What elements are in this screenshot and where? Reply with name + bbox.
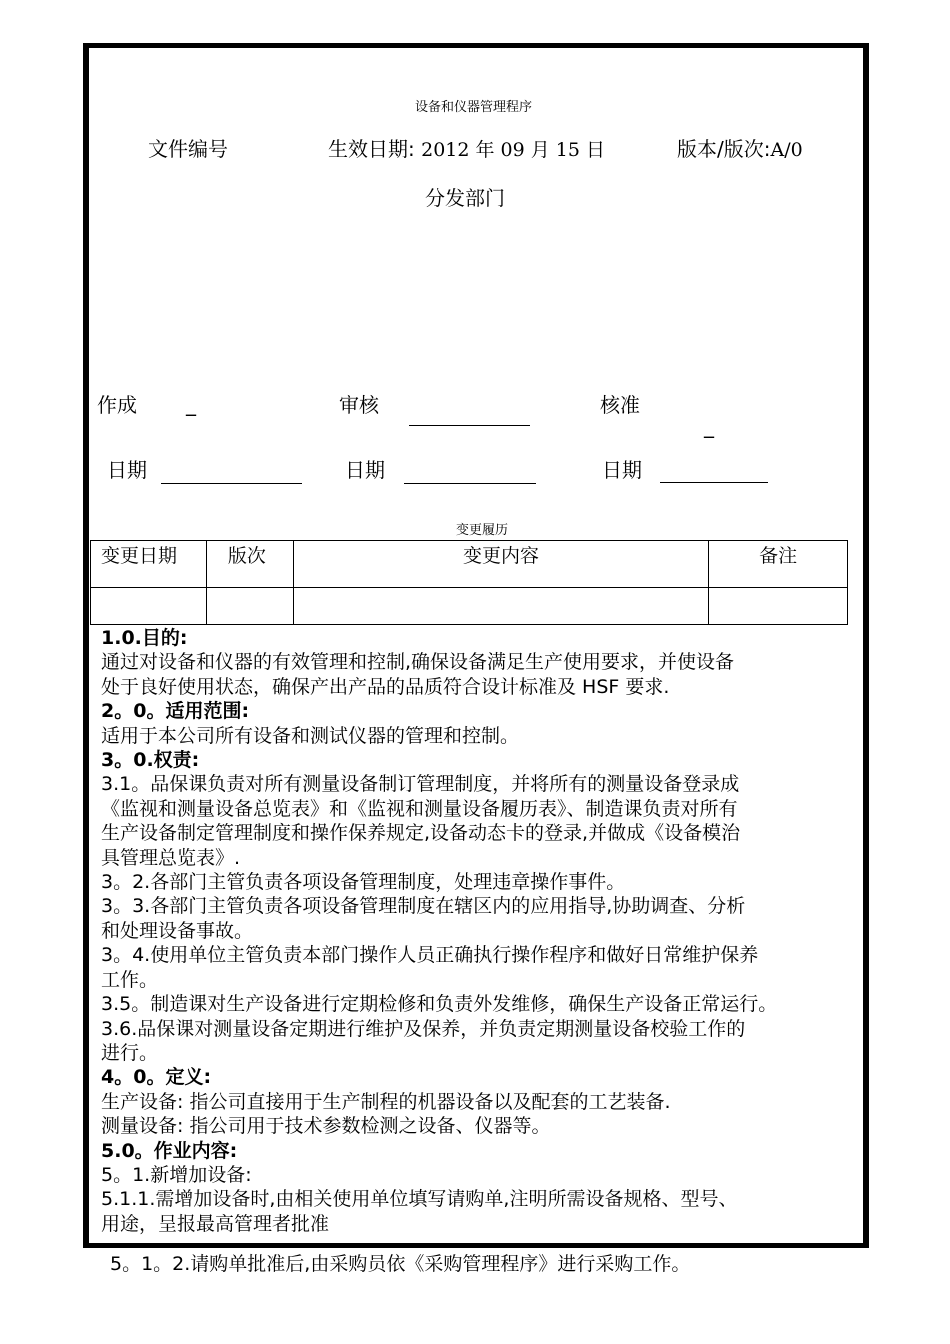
version — [677, 133, 803, 162]
body-line: 3.1。品保课负责对所有测量设备制订管理制度，并将所有的测量设备登录成 — [101, 773, 740, 796]
reviewer-date-line — [404, 483, 536, 484]
body-line: 5。1.新增加设备: — [101, 1163, 252, 1186]
body-line: 具管理总览表》. — [101, 846, 241, 869]
change-history-table — [90, 540, 848, 625]
author-dash: _ — [186, 392, 196, 416]
body-line: 测量设备: 指公司用于技术参数检测之设备、仪器等。 — [101, 1115, 551, 1138]
cell-change-content[interactable] — [293, 588, 708, 625]
change-history-header-row — [91, 541, 848, 588]
author-date-label: 日期 — [107, 458, 147, 482]
author-label: 作成 — [97, 393, 137, 417]
version-label: 版本/版次: — [677, 137, 771, 161]
cell-change-date[interactable] — [91, 588, 207, 625]
body-line: 适用于本公司所有设备和测试仪器的管理和控制。 — [101, 724, 520, 747]
body-line: 用途，呈报最高管理者批准 — [101, 1212, 330, 1235]
body-line: 生产设备制定管理制度和操作保养规定,设备动态卡的登录,并做成《设备模治 — [101, 822, 741, 845]
body-line: 3.6.品保课对测量设备定期进行维护及保养，并负责定期测量设备校验工作的 — [101, 1017, 746, 1040]
approver-label: 核准 — [600, 393, 640, 417]
effective-date-label: 生效日期: — [328, 137, 415, 161]
body-line: 和处理设备事故。 — [101, 919, 254, 942]
body-line: 处于良好使用状态，确保产出产品的品质符合设计标准及 HSF 要求. — [101, 675, 670, 698]
section-heading: 4。0。定义: — [101, 1066, 212, 1089]
approver-dash: _ — [704, 414, 714, 438]
approver-date-line — [660, 482, 768, 483]
continued-line: 5。1。2.请购单批准后,由采购员依《采购管理程序》进行采购工作。 — [110, 1253, 691, 1275]
cell-version[interactable] — [206, 588, 293, 625]
change-history-title: 变更履历 — [456, 523, 509, 538]
section-heading: 2。0。适用范围: — [101, 700, 250, 723]
reviewer-label: 审核 — [339, 393, 379, 417]
section-heading: 3。0.权责: — [101, 749, 200, 772]
body-line: 3。2.各部门主管负责各项设备管理制度，处理违章操作事件。 — [101, 871, 626, 894]
body-line: 《监视和测量设备总览表》和《监视和测量设备履历表》、制造课负责对所有 — [101, 797, 738, 820]
effective-date-value: 2012 年 09 月 15 日 — [421, 139, 606, 161]
body-line: 5.1.1.需增加设备时,由相关使用单位填写请购单,注明所需设备规格、型号、 — [101, 1188, 738, 1211]
section-heading: 1.0.目的: — [101, 627, 188, 649]
effective-date — [328, 133, 605, 162]
section-heading: 5.0。作业内容: — [101, 1139, 238, 1162]
doc-title: 设备和仪器管理程序 — [415, 100, 533, 115]
body-line: 通过对设备和仪器的有效管理和控制,确保设备满足生产使用要求，并使设备 — [101, 651, 735, 674]
col-version: 版次 — [206, 541, 293, 588]
col-change-date: 变更日期 — [91, 541, 207, 588]
doc-number-label: 文件编号 — [148, 137, 228, 161]
reviewer-signature-line — [409, 425, 530, 426]
body-line: 进行。 — [101, 1041, 159, 1064]
table-row — [91, 588, 848, 625]
body-line: 生产设备: 指公司直接用于生产制程的机器设备以及配套的工艺装备. — [101, 1090, 671, 1113]
author-date-line — [161, 483, 302, 484]
distribution-label: 分发部门 — [425, 186, 505, 210]
procedure-body — [101, 626, 891, 1236]
body-line: 3.5。制造课对生产设备进行定期检修和负责外发维修，确保生产设备正常运行。 — [101, 993, 778, 1016]
cell-remarks[interactable] — [709, 588, 848, 625]
reviewer-date-label: 日期 — [345, 458, 385, 482]
body-line: 3。4.使用单位主管负责本部门操作人员正确执行操作程序和做好日常维护保养 — [101, 944, 759, 967]
approver-date-label: 日期 — [602, 458, 642, 482]
body-line: 工作。 — [101, 968, 159, 991]
col-remarks: 备注 — [709, 541, 848, 588]
version-value: A/0 — [770, 139, 803, 161]
col-change-content: 变更内容 — [293, 541, 708, 588]
body-line: 3。3.各部门主管负责各项设备管理制度在辖区内的应用指导,协助调查、分析 — [101, 895, 746, 918]
